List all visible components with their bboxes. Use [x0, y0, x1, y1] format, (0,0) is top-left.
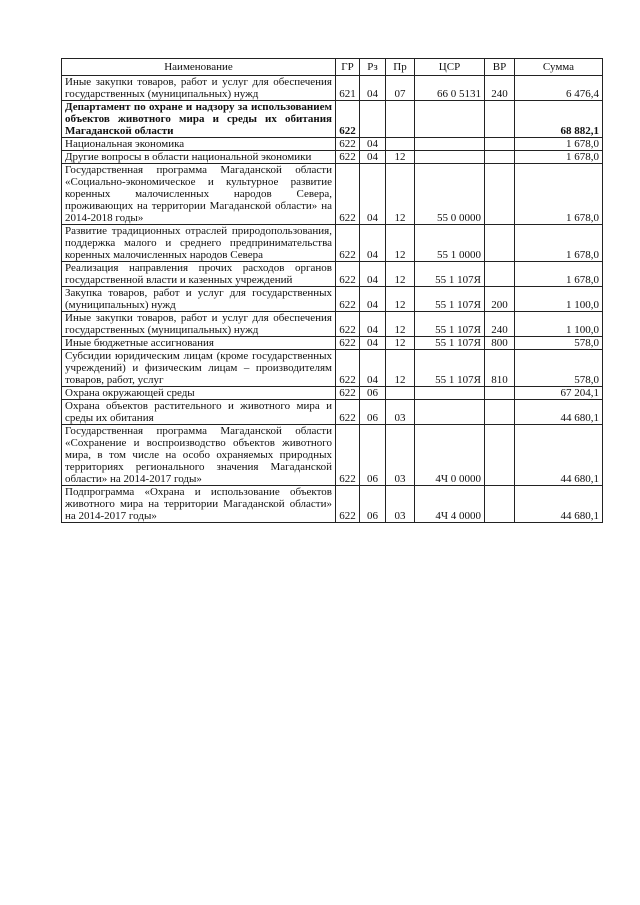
table-row: [62, 350, 603, 387]
cell-rz: 04: [360, 312, 386, 337]
cell-rz: 04: [360, 225, 386, 262]
cell-pr: 12: [386, 151, 415, 164]
budget-table: [61, 58, 603, 523]
cell-csr: 55 1 107Я: [415, 262, 485, 287]
cell-csr: [415, 387, 485, 400]
cell-pr: [386, 138, 415, 151]
cell-csr: [415, 400, 485, 425]
cell-csr: 55 1 0000: [415, 225, 485, 262]
cell-rz: 04: [360, 164, 386, 225]
cell-csr: 55 0 0000: [415, 164, 485, 225]
table-header: [62, 59, 603, 76]
cell-gr: 622: [336, 151, 360, 164]
cell-rz: 06: [360, 400, 386, 425]
table-row: [62, 151, 603, 164]
cell-name: Реализация направления прочих расходов органов государственной власти и казенных учреждений: [62, 262, 336, 287]
cell-gr: 622: [336, 262, 360, 287]
cell-rz: 06: [360, 486, 386, 523]
cell-gr: 622: [336, 225, 360, 262]
cell-vr: [485, 400, 515, 425]
cell-csr: 66 0 5131: [415, 76, 485, 101]
cell-name: Департамент по охране и надзору за использованием объектов животного мира и среды их обитания Магаданской области: [62, 101, 336, 138]
cell-rz: [360, 101, 386, 138]
cell-rz: 04: [360, 151, 386, 164]
table-row: [62, 262, 603, 287]
cell-pr: 03: [386, 486, 415, 523]
table-row: [62, 425, 603, 486]
cell-rz: 04: [360, 262, 386, 287]
cell-sum: 1 100,0: [515, 312, 603, 337]
cell-pr: [386, 387, 415, 400]
cell-sum: 1 678,0: [515, 164, 603, 225]
cell-gr: 622: [336, 312, 360, 337]
cell-sum: 1 678,0: [515, 138, 603, 151]
cell-pr: 12: [386, 287, 415, 312]
cell-vr: [485, 225, 515, 262]
table-row: [62, 138, 603, 151]
cell-vr: [485, 262, 515, 287]
cell-gr: 622: [336, 400, 360, 425]
cell-name: Развитие традиционных отраслей природопользования, поддержка малого и среднего предпринимательства коренных малочисленных народов Севера: [62, 225, 336, 262]
cell-sum: 44 680,1: [515, 425, 603, 486]
header-gr: ГР: [336, 59, 360, 76]
cell-gr: 622: [336, 287, 360, 312]
header-pr: Пр: [386, 59, 415, 76]
cell-vr: [485, 425, 515, 486]
cell-pr: 07: [386, 76, 415, 101]
cell-name: Охрана объектов растительного и животного мира и среды их обитания: [62, 400, 336, 425]
table-row: [62, 101, 603, 138]
table-row: [62, 76, 603, 101]
cell-vr: [485, 101, 515, 138]
cell-name: Иные закупки товаров, работ и услуг для обеспечения государственных (муниципальных) нужд: [62, 76, 336, 101]
table-row: [62, 400, 603, 425]
table-row: [62, 337, 603, 350]
cell-gr: 622: [336, 138, 360, 151]
cell-vr: 240: [485, 312, 515, 337]
cell-name: Иные бюджетные ассигнования: [62, 337, 336, 350]
cell-gr: 622: [336, 425, 360, 486]
cell-csr: 55 1 107Я: [415, 350, 485, 387]
document-page: [61, 58, 602, 523]
table-body: [62, 76, 603, 523]
cell-vr: [485, 387, 515, 400]
cell-gr: 622: [336, 387, 360, 400]
cell-gr: 621: [336, 76, 360, 101]
cell-vr: [485, 138, 515, 151]
cell-pr: [386, 101, 415, 138]
cell-sum: 6 476,4: [515, 76, 603, 101]
cell-gr: 622: [336, 164, 360, 225]
cell-name: Субсидии юридическим лицам (кроме государственных учреждений) и физическим лицам – производителям товаров, работ, услуг: [62, 350, 336, 387]
cell-name: Подпрограмма «Охрана и использование объектов животного мира на территории Магаданской области» на 2014-2017 годы»: [62, 486, 336, 523]
cell-sum: 44 680,1: [515, 486, 603, 523]
cell-csr: [415, 138, 485, 151]
cell-rz: 04: [360, 76, 386, 101]
cell-csr: 4Ч 0 0000: [415, 425, 485, 486]
cell-rz: 04: [360, 138, 386, 151]
cell-sum: 1 678,0: [515, 151, 603, 164]
cell-vr: 200: [485, 287, 515, 312]
cell-rz: 04: [360, 350, 386, 387]
cell-csr: [415, 101, 485, 138]
cell-sum: 1 678,0: [515, 225, 603, 262]
cell-rz: 04: [360, 337, 386, 350]
cell-sum: 44 680,1: [515, 400, 603, 425]
cell-rz: 04: [360, 287, 386, 312]
cell-gr: 622: [336, 350, 360, 387]
cell-gr: 622: [336, 101, 360, 138]
cell-name: Другие вопросы в области национальной экономики: [62, 151, 336, 164]
table-row: [62, 164, 603, 225]
cell-rz: 06: [360, 387, 386, 400]
header-sum: Сумма: [515, 59, 603, 76]
cell-sum: 578,0: [515, 337, 603, 350]
cell-name: Охрана окружающей среды: [62, 387, 336, 400]
cell-pr: 12: [386, 312, 415, 337]
cell-gr: 622: [336, 337, 360, 350]
cell-name: Государственная программа Магаданской области «Социально-экономическое и культурное развитие коренных малочисленных народов Севера, проживающих на территории Магаданской области» на 2014-2018 годы»: [62, 164, 336, 225]
cell-csr: [415, 151, 485, 164]
table-row: [62, 486, 603, 523]
cell-vr: 800: [485, 337, 515, 350]
header-name: Наименование: [62, 59, 336, 76]
table-row: [62, 312, 603, 337]
cell-name: Национальная экономика: [62, 138, 336, 151]
cell-rz: 06: [360, 425, 386, 486]
cell-name: Закупка товаров, работ и услуг для государственных (муниципальных) нужд: [62, 287, 336, 312]
cell-name: Иные закупки товаров, работ и услуг для обеспечения государственных (муниципальных) нужд: [62, 312, 336, 337]
cell-sum: 68 882,1: [515, 101, 603, 138]
cell-sum: 1 678,0: [515, 262, 603, 287]
header-vr: ВР: [485, 59, 515, 76]
table-row: [62, 387, 603, 400]
cell-pr: 12: [386, 262, 415, 287]
cell-pr: 12: [386, 225, 415, 262]
cell-vr: 240: [485, 76, 515, 101]
cell-csr: 55 1 107Я: [415, 287, 485, 312]
cell-vr: [485, 164, 515, 225]
cell-vr: [485, 486, 515, 523]
cell-sum: 578,0: [515, 350, 603, 387]
cell-pr: 03: [386, 400, 415, 425]
cell-vr: 810: [485, 350, 515, 387]
cell-sum: 1 100,0: [515, 287, 603, 312]
cell-sum: 67 204,1: [515, 387, 603, 400]
cell-pr: 12: [386, 337, 415, 350]
header-rz: Рз: [360, 59, 386, 76]
cell-gr: 622: [336, 486, 360, 523]
cell-name: Государственная программа Магаданской области «Сохранение и воспроизводство объектов животного мира, в том числе на особо охраняемых природных территориях регионального значения Магаданской области» на 2014-2017 годы»: [62, 425, 336, 486]
cell-pr: 12: [386, 164, 415, 225]
cell-csr: 55 1 107Я: [415, 312, 485, 337]
cell-pr: 03: [386, 425, 415, 486]
table-row: [62, 287, 603, 312]
cell-vr: [485, 151, 515, 164]
table-row: [62, 225, 603, 262]
cell-csr: 4Ч 4 0000: [415, 486, 485, 523]
cell-csr: 55 1 107Я: [415, 337, 485, 350]
cell-pr: 12: [386, 350, 415, 387]
header-csr: ЦСР: [415, 59, 485, 76]
